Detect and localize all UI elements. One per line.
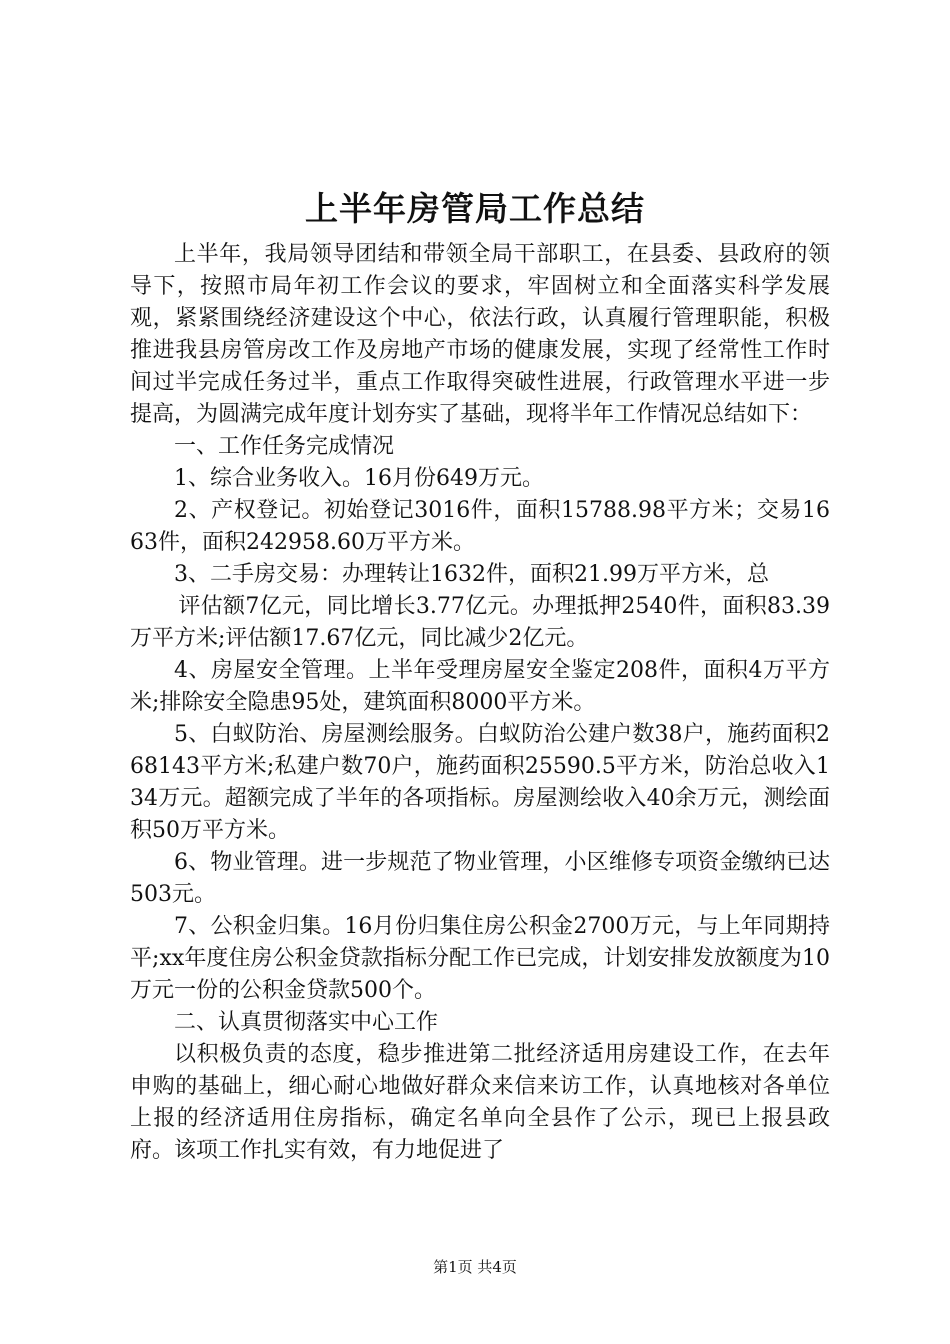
- section-heading-2: 二、认真贯彻落实中心工作: [174, 1010, 439, 1035]
- item-paragraph-4: 4、房屋安全管理。上半年受理房屋安全鉴定208件，面积4万平方米;排除安全隐患95处，建筑面积8000平方米。: [130, 658, 830, 715]
- item-paragraph-2: 2、产权登记。初始登记3016件，面积15788.98平方米；交易1663件，面积242958.60万平方米。: [130, 498, 830, 555]
- section-heading-1: 一、工作任务完成情况: [174, 434, 395, 459]
- page-number-footer: 第1页 共4页: [433, 1258, 517, 1276]
- item-paragraph-6: 6、物业管理。进一步规范了物业管理，小区维修专项资金缴纳已达503元。: [130, 850, 830, 907]
- intro-paragraph: 上半年，我局领导团结和带领全局干部职工，在县委、县政府的领导下，按照市局年初工作会议的要求，牢固树立和全面落实科学发展观，紧紧围绕经济建设这个中心，依法行政，认真履行管理职能，积极推进我县房管房改工作及房地产市场的健康发展，实现了经常性工作时间过半完成任务过半，重点工作取得突破性进展，行政管理水平进一步提高，为圆满完成年度计划夯实了基础，现将半年工作情况总结如下：: [130, 242, 830, 427]
- item-paragraph-7: 7、公积金归集。16月份归集住房公积金2700万元，与上年同期持平;xx年度住房公积金贷款指标分配工作已完成，计划安排发放额度为10万元一份的公积金贷款500个。: [130, 914, 830, 1003]
- document-title: 上半年房管局工作总结: [305, 189, 645, 228]
- section-2-paragraph: 以积极负责的态度，稳步推进第二批经济适用房建设工作，在去年申购的基础上，细心耐心地做好群众来信来访工作，认真地核对各单位上报的经济适用住房指标，确定名单向全县作了公示，现已上报县政府。该项工作扎实有效，有力地促进了: [130, 1042, 830, 1163]
- item-paragraph-5: 5、白蚁防治、房屋测绘服务。白蚁防治公建户数38户，施药面积268143平方米;私建户数70户，施药面积25590.5平方米，防治总收入134万元。超额完成了半年的各项指标。房屋测绘收入40余万元，测绘面积50万平方米。: [130, 722, 830, 843]
- document-body: [130, 239, 830, 1167]
- item-paragraph-1: 1、综合业务收入。16月份649万元。: [174, 466, 544, 491]
- item-paragraph-3-continued: 评估额7亿元，同比增长3.77亿元。办理抵押2540件，面积83.39万平方米;评估额17.67亿元，同比减少2亿元。: [130, 594, 830, 651]
- item-paragraph-3: 3、二手房交易：办理转让1632件，面积21.99万平方米，总: [174, 562, 769, 587]
